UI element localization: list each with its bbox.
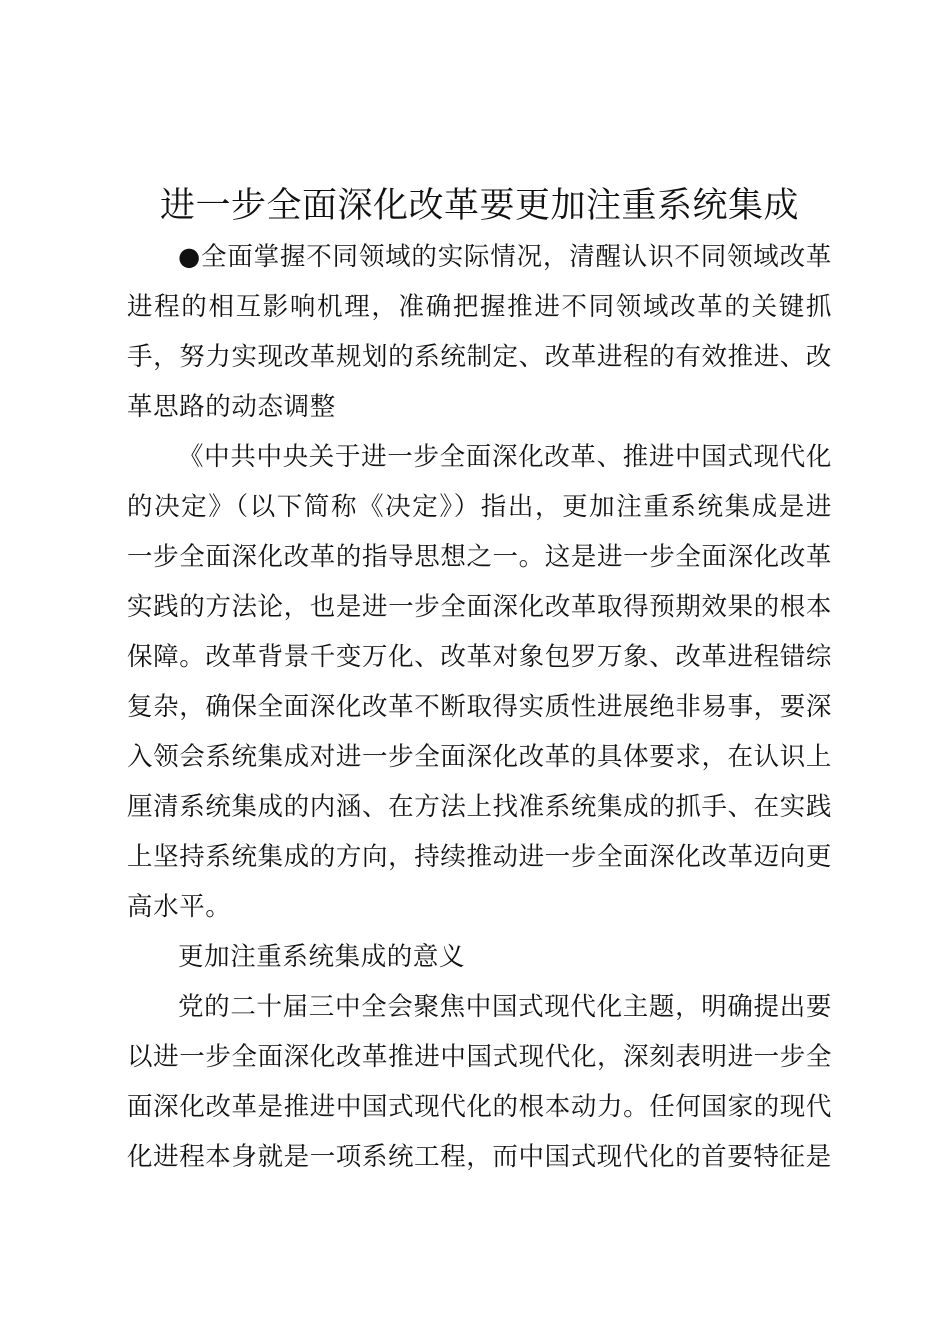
intro-paragraph: 《中共中央关于进一步全面深化改革、推进中国式现代化的决定》（以下简称《决定》）指出，更加注重系统集成是进一步全面深化改革的指导思想之一。这是进一步全面深化改革实践的方法论，也是进一步全面深化改革取得预期效果的根本保障。改革背景千变万化、改革对象包罗万象、改革进程错综复杂，确保全面深化改革不断取得实质性进展绝非易事，要深入领会系统集成对进一步全面深化改革的具体要求，在认识上厘清系统集成的内涵、在方法上找准系统集成的抓手、在实践上坚持系统集成的方向，持续推动进一步全面深化改革迈向更高水平。 [127,442,832,922]
document-page [127,180,832,1182]
document-title: 进一步全面深化改革要更加注重系统集成 [159,186,799,226]
section-heading: 更加注重系统集成的意义 [178,942,466,972]
section-body-paragraph: 党的二十届三中全会聚焦中国式现代化主题，明确提出要以进一步全面深化改革推进中国式现代化，深刻表明进一步全面深化改革是推进中国式现代化的根本动力。任何国家的现代化进程本身就是一项系统工程，而中国式现代化的首要特征是 [127,992,832,1172]
summary-paragraph: ●全面掌握不同领域的实际情况，清醒认识不同领域改革进程的相互影响机理，准确把握推进不同领域改革的关键抓手，努力实现改革规划的系统制定、改革进程的有效推进、改革思路的动态调整 [127,242,832,422]
